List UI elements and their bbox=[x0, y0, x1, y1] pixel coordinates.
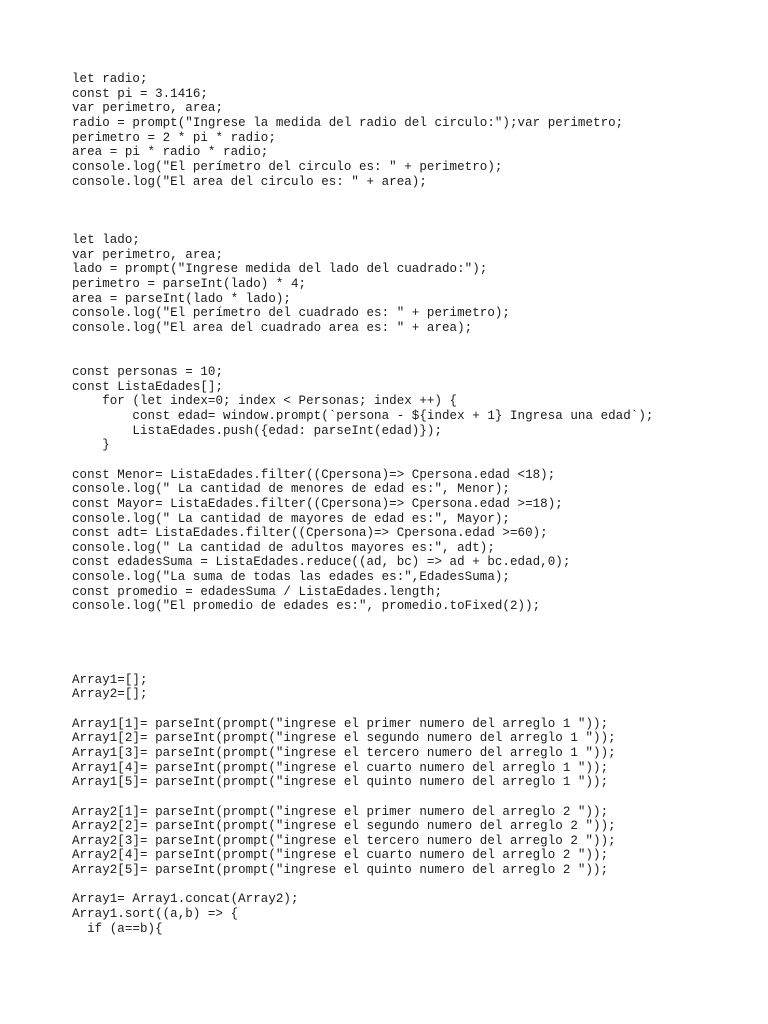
code-line: area = parseInt(lado * lado); bbox=[72, 291, 291, 306]
code-line: console.log(" La cantidad de adultos mayores es:", adt); bbox=[72, 540, 495, 555]
code-line: Array2[4]= parseInt(prompt("ingrese el cuarto numero del arreglo 2 ")); bbox=[72, 848, 609, 863]
code-line: const Menor= ListaEdades.filter((Cpersona)=> Cpersona.edad <18); bbox=[72, 467, 556, 482]
code-line: Array2[3]= parseInt(prompt("ingrese el tercero numero del arreglo 2 ")); bbox=[72, 833, 616, 848]
code-line: console.log("El promedio de edades es:", promedio.toFixed(2)); bbox=[72, 599, 541, 614]
code-line: Array2=[]; bbox=[72, 687, 148, 702]
code-line: Array1[5]= parseInt(prompt("ingrese el quinto numero del arreglo 1 ")); bbox=[72, 775, 609, 790]
code-line: if (a==b){ bbox=[72, 921, 163, 936]
code-line: Array1[3]= parseInt(prompt("ingrese el tercero numero del arreglo 1 ")); bbox=[72, 745, 616, 760]
code-line: console.log("El perímetro del cuadrado es: " + perimetro); bbox=[72, 306, 510, 321]
code-line: Array1[4]= parseInt(prompt("ingrese el cuarto numero del arreglo 1 ")); bbox=[72, 760, 609, 775]
code-line: Array2[5]= parseInt(prompt("ingrese el quinto numero del arreglo 2 ")); bbox=[72, 863, 609, 878]
code-line: var perimetro, area; bbox=[72, 247, 224, 262]
code-line: const adt= ListaEdades.filter((Cpersona)=> Cpersona.edad >=60); bbox=[72, 526, 548, 541]
code-line: Array1=[]; bbox=[72, 672, 148, 687]
code-line: Array1[2]= parseInt(prompt("ingrese el segundo numero del arreglo 1 ")); bbox=[72, 731, 616, 746]
code-line: radio = prompt("Ingrese la medida del radio del circulo:");var perimetro; bbox=[72, 115, 624, 130]
code-line: const edad= window.prompt(`persona - ${index + 1} Ingresa una edad`); bbox=[72, 408, 654, 423]
code-line: Array1.sort((a,b) => { bbox=[72, 907, 239, 922]
code-line: console.log("El area del cuadrado area es: " + area); bbox=[72, 321, 473, 336]
code-line: console.log("El area del circulo es: " + area); bbox=[72, 174, 427, 189]
code-line: perimetro = parseInt(lado) * 4; bbox=[72, 277, 307, 292]
code-line: let lado; bbox=[72, 233, 140, 248]
code-line: console.log("La suma de todas las edades es:",EdadesSuma); bbox=[72, 570, 510, 585]
code-line: const ListaEdades[]; bbox=[72, 379, 224, 394]
code-line: Array1= Array1.concat(Array2); bbox=[72, 892, 299, 907]
code-line: var perimetro, area; bbox=[72, 101, 224, 116]
code-line: const pi = 3.1416; bbox=[72, 86, 208, 101]
code-line: area = pi * radio * radio; bbox=[72, 145, 269, 160]
code-line: const Mayor= ListaEdades.filter((Cpersona)=> Cpersona.edad >=18); bbox=[72, 496, 563, 511]
code-line: console.log(" La cantidad de menores de edad es:", Menor); bbox=[72, 482, 510, 497]
code-line: console.log("El perímetro del circulo es: " + perimetro); bbox=[72, 159, 503, 174]
code-line: for (let index=0; index < Personas; index ++) { bbox=[72, 394, 458, 409]
code-line: const promedio = edadesSuma / ListaEdades.length; bbox=[72, 584, 443, 599]
code-line: console.log(" La cantidad de mayores de edad es:", Mayor); bbox=[72, 511, 510, 526]
code-line: lado = prompt("Ingrese medida del lado del cuadrado:"); bbox=[72, 262, 488, 277]
code-line: perimetro = 2 * pi * radio; bbox=[72, 130, 276, 145]
code-line: let radio; bbox=[72, 72, 148, 86]
code-line: Array2[2]= parseInt(prompt("ingrese el segundo numero del arreglo 2 ")); bbox=[72, 819, 616, 834]
code-line: ListaEdades.push({edad: parseInt(edad)}); bbox=[72, 423, 443, 438]
code-line: const personas = 10; bbox=[72, 365, 224, 379]
code-line: Array2[1]= parseInt(prompt("ingrese el primer numero del arreglo 2 ")); bbox=[72, 804, 609, 819]
code-line: Array1[1]= parseInt(prompt("ingrese el primer numero del arreglo 1 ")); bbox=[72, 716, 609, 731]
code-line: } bbox=[72, 438, 110, 453]
code-line: const edadesSuma = ListaEdades.reduce((ad, bc) => ad + bc.edad,0); bbox=[72, 555, 571, 570]
